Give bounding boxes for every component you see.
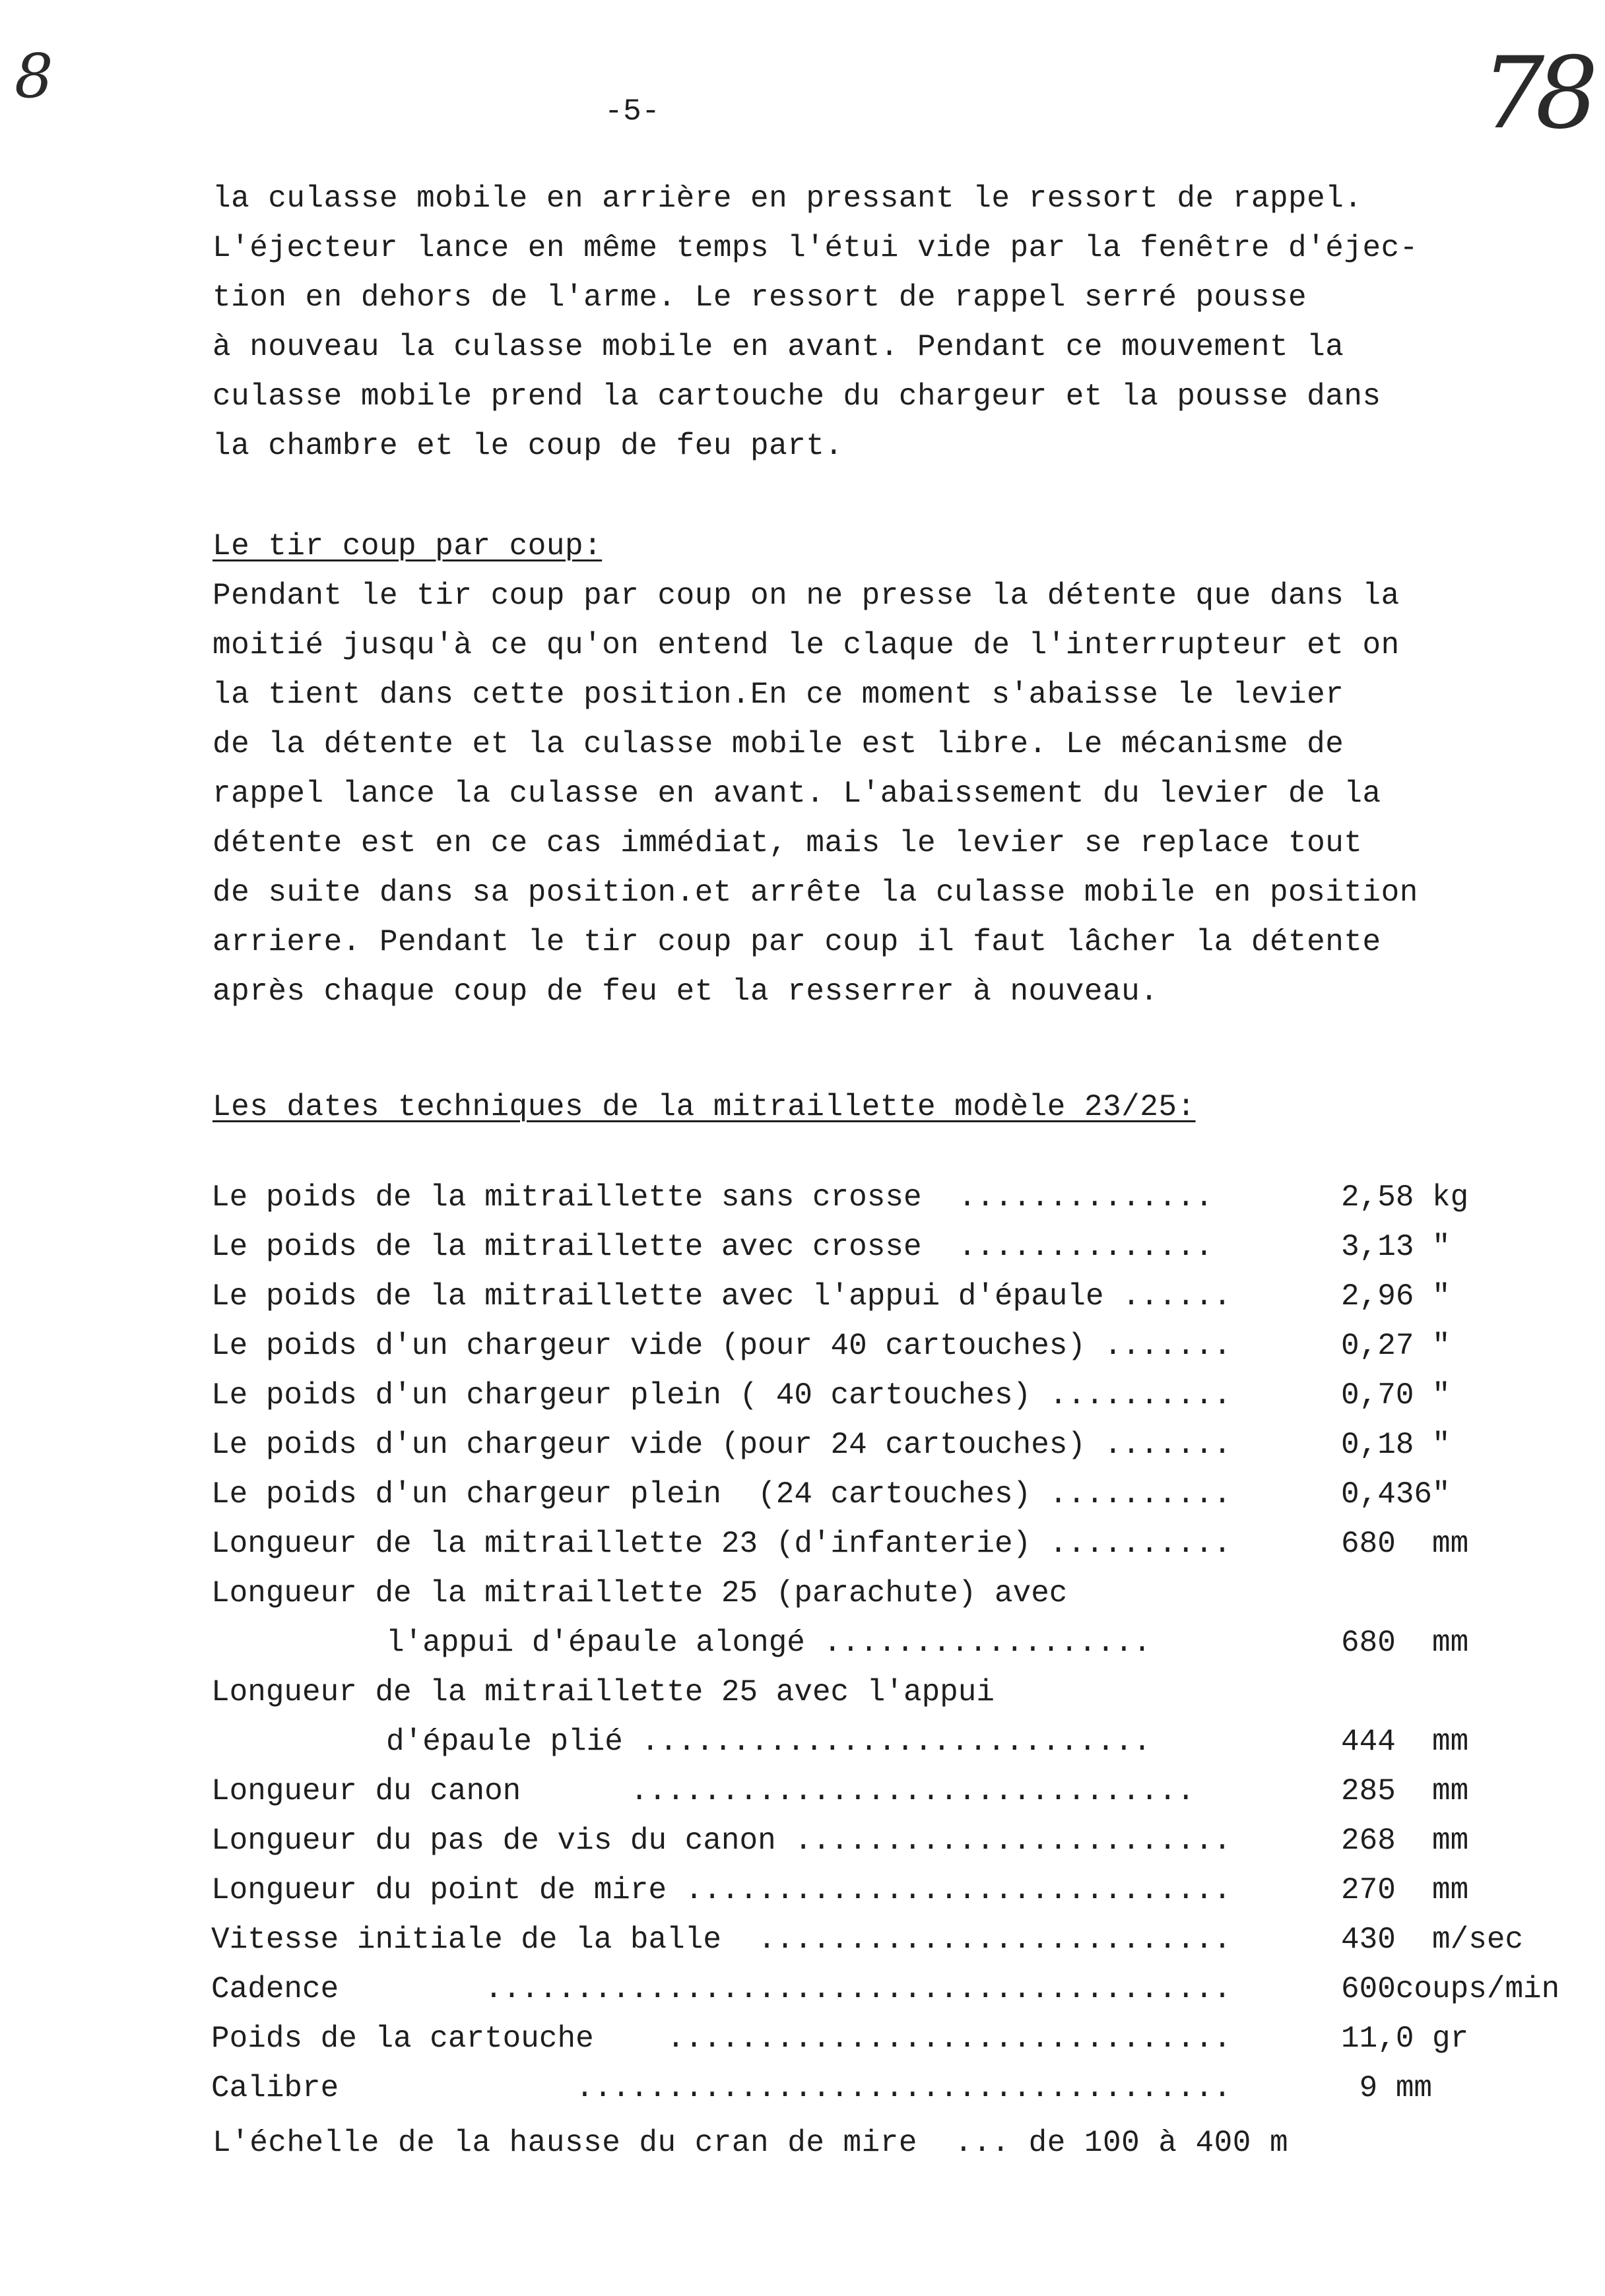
spec-label: Longueur du pas de vis du canon ........................ (211, 1824, 1231, 1858)
spec-value: 285 mm (1341, 1774, 1469, 1808)
page-number: -5- (605, 94, 661, 129)
spec-label: Longueur de la mitraillette 23 (d'infanterie) .......... (211, 1527, 1231, 1561)
spec-value: 0,27 " (1341, 1329, 1451, 1363)
intro-line: L'éjecteur lance en même temps l'étui vide par la fenêtre d'éjec- (213, 231, 1418, 265)
spec-value: 2,96 " (1341, 1279, 1451, 1314)
spec-label: Le poids de la mitraillette sans crosse .............. (211, 1180, 1214, 1215)
spec-label: Cadence ......................................... (211, 1972, 1231, 2006)
spec-value: 0,436" (1341, 1477, 1451, 1512)
section-line: arriere. Pendant le tir coup par coup il faut lâcher la détente (213, 925, 1381, 959)
intro-line: à nouveau la culasse mobile en avant. Pendant ce mouvement la (213, 330, 1344, 364)
section-line: moitié jusqu'à ce qu'on entend le claque de l'interrupteur et on (213, 628, 1400, 662)
section-line: de suite dans sa position.et arrête la culasse mobile en position (213, 876, 1418, 910)
intro-line: la chambre et le coup de feu part. (213, 429, 843, 463)
intro-line: la culasse mobile en arrière en pressant le ressort de rappel. (213, 181, 1363, 216)
spec-label: Longueur du canon ............................... (211, 1774, 1195, 1808)
spec-label: Le poids d'un chargeur vide (pour 24 cartouches) ....... (211, 1428, 1231, 1462)
spec-value: 444 mm (1341, 1725, 1469, 1759)
spec-label: Le poids d'un chargeur plein (24 cartouches) .......... (211, 1477, 1231, 1512)
spec-value: 270 mm (1341, 1873, 1469, 1907)
specs-heading: Les dates techniques de la mitraillette modèle 23/25: (213, 1090, 1196, 1124)
section-line: de la détente et la culasse mobile est libre. Le mécanisme de (213, 727, 1344, 761)
spec-value: 9 mm (1341, 2071, 1433, 2105)
section-line: détente est en ce cas immédiat, mais le levier se replace tout (213, 826, 1363, 860)
margin-page-number-right: 78 (1482, 36, 1589, 151)
spec-label: d'épaule plié ............................ (386, 1725, 1152, 1759)
spec-label: Longueur du point de mire .............................. (211, 1873, 1231, 1907)
spec-value: 600coups/min (1341, 1972, 1560, 2006)
section-line: rappel lance la culasse en avant. L'abaissement du levier de la (213, 777, 1381, 811)
spec-label: Calibre .................................... (211, 2071, 1231, 2105)
intro-line: tion en dehors de l'arme. Le ressort de rappel serré pousse (213, 280, 1307, 315)
spec-value: 680 mm (1341, 1626, 1469, 1660)
spec-last-line: L'échelle de la hausse du cran de mire ... de 100 à 400 m (213, 2126, 1289, 2160)
spec-label: Le poids d'un chargeur plein ( 40 cartouches) .......... (211, 1378, 1231, 1413)
section-line: la tient dans cette position.En ce moment s'abaisse le levier (213, 678, 1344, 712)
spec-value: 2,58 kg (1341, 1180, 1469, 1215)
spec-value: 680 mm (1341, 1527, 1469, 1561)
spec-value: 3,13 " (1341, 1230, 1451, 1264)
spec-value: 0,70 " (1341, 1378, 1451, 1413)
spec-label: Longueur de la mitraillette 25 (parachute) avec (211, 1576, 1068, 1610)
margin-mark-left: 8 (15, 41, 53, 112)
spec-label: Vitesse initiale de la balle .......................... (211, 1923, 1231, 1957)
section-line: Pendant le tir coup par coup on ne presse la détente que dans la (213, 579, 1400, 613)
spec-value: 268 mm (1341, 1824, 1469, 1858)
spec-label: Le poids de la mitraillette avec crosse .............. (211, 1230, 1214, 1264)
section-line: après chaque coup de feu et la resserrer à nouveau. (213, 974, 1159, 1009)
intro-line: culasse mobile prend la cartouche du chargeur et la pousse dans (213, 379, 1381, 414)
spec-label: Longueur de la mitraillette 25 avec l'appui (211, 1675, 995, 1709)
spec-label: Poids de la cartouche ............................... (211, 2022, 1231, 2056)
spec-label: Le poids de la mitraillette avec l'appui d'épaule ...... (211, 1279, 1231, 1314)
section-heading: Le tir coup par coup: (213, 529, 603, 563)
spec-value: 430 m/sec (1341, 1923, 1524, 1957)
spec-label: Le poids d'un chargeur vide (pour 40 cartouches) ....... (211, 1329, 1231, 1363)
spec-value: 11,0 gr (1341, 2022, 1469, 2056)
spec-label: l'appui d'épaule alongé .................. (386, 1626, 1152, 1660)
spec-value: 0,18 " (1341, 1428, 1451, 1462)
